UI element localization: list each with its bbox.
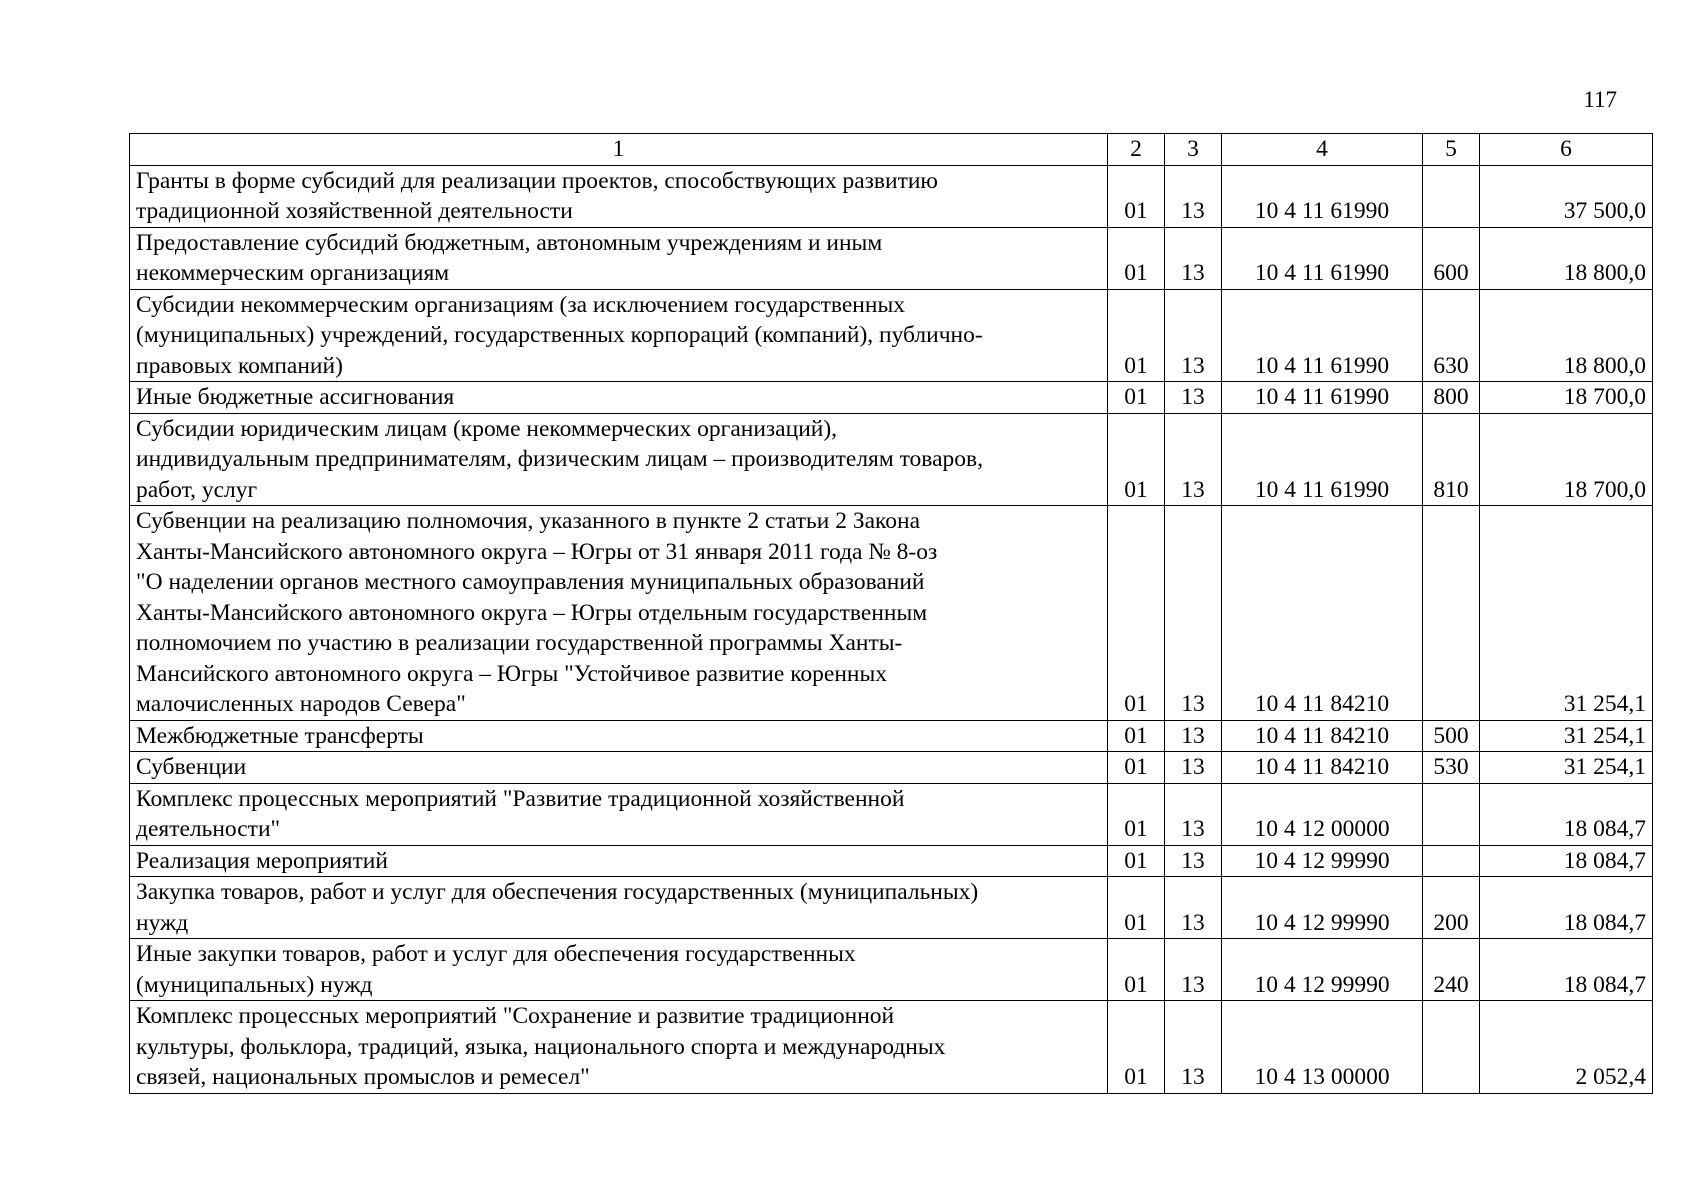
target-article-code: 10 4 12 00000: [1222, 783, 1423, 845]
table-row: [130, 845, 1653, 877]
target-article-code: 10 4 11 84210: [1222, 720, 1423, 752]
row-description: [130, 939, 1108, 1001]
amount: 18 084,7: [1480, 939, 1653, 1001]
target-article-code: 10 4 11 61990: [1222, 289, 1423, 382]
description-line: (муниципальных) учреждений, государственных корпораций (компаний), публично-: [136, 322, 983, 348]
column-header-6: 6: [1480, 134, 1653, 166]
description-line: Комплекс процессных мероприятий "Сохранение и развитие традиционной: [136, 1003, 895, 1029]
table-row: [130, 165, 1653, 227]
row-description: [130, 413, 1108, 506]
subsection-code: 13: [1165, 720, 1222, 752]
amount: 18 084,7: [1480, 845, 1653, 877]
expense-type-code: 630: [1423, 289, 1480, 382]
row-description: [130, 227, 1108, 289]
amount: 31 254,1: [1480, 506, 1653, 721]
row-description: [130, 845, 1108, 877]
subsection-code: 13: [1165, 382, 1222, 414]
section-code: 01: [1108, 506, 1165, 721]
section-code: 01: [1108, 720, 1165, 752]
table-row: [130, 783, 1653, 845]
subsection-code: 13: [1165, 506, 1222, 721]
target-article-code: 10 4 13 00000: [1222, 1001, 1423, 1094]
row-description: [130, 720, 1108, 752]
description-line: индивидуальным предпринимателям, физическим лицам – производителям товаров,: [136, 446, 983, 472]
description-line: Субсидии юридическим лицам (кроме некоммерческих организаций),: [136, 415, 838, 442]
expense-type-code: [1423, 165, 1480, 227]
amount: 18 800,0: [1480, 227, 1653, 289]
table-row: [130, 289, 1653, 382]
description-line: некоммерческим организациям: [136, 260, 450, 286]
target-article-code: 10 4 12 99990: [1222, 845, 1423, 877]
description-line: деятельности": [136, 816, 281, 842]
expense-type-code: [1423, 506, 1480, 721]
table-row: [130, 877, 1653, 939]
subsection-code: 13: [1165, 752, 1222, 784]
table-row: [130, 939, 1653, 1001]
subsection-code: 13: [1165, 227, 1222, 289]
expense-type-code: 240: [1423, 939, 1480, 1001]
description-line: "О наделении органов местного самоуправления муниципальных образований: [136, 569, 925, 595]
section-code: 01: [1108, 877, 1165, 939]
target-article-code: 10 4 12 99990: [1222, 877, 1423, 939]
description-line: Ханты-Мансийского автономного округа – Югры от 31 января 2011 года № 8-оз: [136, 538, 938, 565]
section-code: 01: [1108, 752, 1165, 784]
target-article-code: 10 4 11 61990: [1222, 382, 1423, 414]
table-row: [130, 413, 1653, 506]
target-article-code: 10 4 11 61990: [1222, 165, 1423, 227]
description-line: работ, услуг: [136, 476, 258, 503]
row-description: [130, 506, 1108, 721]
column-header-5: 5: [1423, 134, 1480, 166]
description-line: культуры, фольклора, традиций, языка, национального спорта и международных: [136, 1033, 946, 1060]
description-line: Иные бюджетные ассигнования: [136, 384, 455, 410]
description-line: Гранты в форме субсидий для реализации проектов, способствующих развитию: [136, 167, 938, 194]
budget-table: [129, 133, 1653, 1094]
subsection-code: 13: [1165, 783, 1222, 845]
subsection-code: 13: [1165, 413, 1222, 506]
target-article-code: 10 4 11 61990: [1222, 413, 1423, 506]
target-article-code: 10 4 11 84210: [1222, 506, 1423, 721]
description-line: Ханты-Мансийского автономного округа – Югры отдельным государственным: [136, 599, 928, 626]
column-header-4: 4: [1222, 134, 1423, 166]
table-row: [130, 720, 1653, 752]
table-row: [130, 227, 1653, 289]
expense-type-code: 530: [1423, 752, 1480, 784]
description-line: (муниципальных) нужд: [136, 971, 373, 998]
expense-type-code: [1423, 845, 1480, 877]
section-code: 01: [1108, 783, 1165, 845]
section-code: 01: [1108, 382, 1165, 414]
subsection-code: 13: [1165, 1001, 1222, 1094]
expense-type-code: 800: [1423, 382, 1480, 414]
table-row: [130, 1001, 1653, 1094]
description-line: Комплекс процессных мероприятий "Развитие традиционной хозяйственной: [136, 785, 905, 812]
amount: 31 254,1: [1480, 752, 1653, 784]
amount: 18 800,0: [1480, 289, 1653, 382]
row-description: [130, 289, 1108, 382]
target-article-code: 10 4 11 61990: [1222, 227, 1423, 289]
amount: 2 052,4: [1480, 1001, 1653, 1094]
description-line: полномочием по участию в реализации государственной программы Ханты-: [136, 630, 903, 656]
description-line: связей, национальных промыслов и ремесел": [136, 1064, 590, 1090]
table-header-row: [130, 134, 1653, 166]
description-line: нужд: [136, 909, 189, 936]
expense-type-code: [1423, 1001, 1480, 1094]
amount: 18 700,0: [1480, 413, 1653, 506]
description-line: Иные закупки товаров, работ и услуг для обеспечения государственных: [136, 941, 856, 967]
row-description: [130, 165, 1108, 227]
description-line: Мансийского автономного округа – Югры "Устойчивое развитие коренных: [136, 660, 888, 687]
description-line: Предоставление субсидий бюджетным, автономным учреждениям и иным: [136, 229, 883, 256]
table-row: [130, 752, 1653, 784]
row-description: [130, 752, 1108, 784]
expense-type-code: 200: [1423, 877, 1480, 939]
expense-type-code: 600: [1423, 227, 1480, 289]
subsection-code: 13: [1165, 845, 1222, 877]
amount: 18 084,7: [1480, 877, 1653, 939]
subsection-code: 13: [1165, 877, 1222, 939]
expense-type-code: 810: [1423, 413, 1480, 506]
subsection-code: 13: [1165, 289, 1222, 382]
section-code: 01: [1108, 227, 1165, 289]
amount: 31 254,1: [1480, 720, 1653, 752]
target-article-code: 10 4 12 99990: [1222, 939, 1423, 1001]
amount: 37 500,0: [1480, 165, 1653, 227]
row-description: [130, 1001, 1108, 1094]
section-code: 01: [1108, 939, 1165, 1001]
section-code: 01: [1108, 413, 1165, 506]
expense-type-code: [1423, 783, 1480, 845]
amount: 18 084,7: [1480, 783, 1653, 845]
table-row: [130, 506, 1653, 721]
page-number: 117: [1583, 87, 1617, 112]
description-line: Субвенции на реализацию полномочия, указанного в пункте 2 статьи 2 Закона: [136, 508, 921, 534]
description-line: Межбюджетные трансферты: [136, 722, 424, 749]
row-description: [130, 382, 1108, 414]
expense-type-code: 500: [1423, 720, 1480, 752]
section-code: 01: [1108, 289, 1165, 382]
table-row: [130, 382, 1653, 414]
subsection-code: 13: [1165, 165, 1222, 227]
subsection-code: 13: [1165, 939, 1222, 1001]
description-line: правовых компаний): [136, 352, 343, 379]
row-description: [130, 783, 1108, 845]
row-description: [130, 877, 1108, 939]
description-line: традиционной хозяйственной деятельности: [136, 198, 573, 224]
target-article-code: 10 4 11 84210: [1222, 752, 1423, 784]
column-header-2: 2: [1108, 134, 1165, 166]
description-line: Субсидии некоммерческим организациям (за исключением государственных: [136, 291, 905, 318]
column-header-3: 3: [1165, 134, 1222, 166]
section-code: 01: [1108, 1001, 1165, 1094]
section-code: 01: [1108, 845, 1165, 877]
table-body: [130, 165, 1653, 1093]
description-line: малочисленных народов Севера": [136, 691, 466, 717]
section-code: 01: [1108, 165, 1165, 227]
description-line: Реализация мероприятий: [136, 847, 388, 874]
amount: 18 700,0: [1480, 382, 1653, 414]
description-line: Закупка товаров, работ и услуг для обеспечения государственных (муниципальных): [136, 879, 979, 905]
column-header-1: 1: [130, 134, 1108, 166]
description-line: Субвенции: [136, 754, 247, 780]
